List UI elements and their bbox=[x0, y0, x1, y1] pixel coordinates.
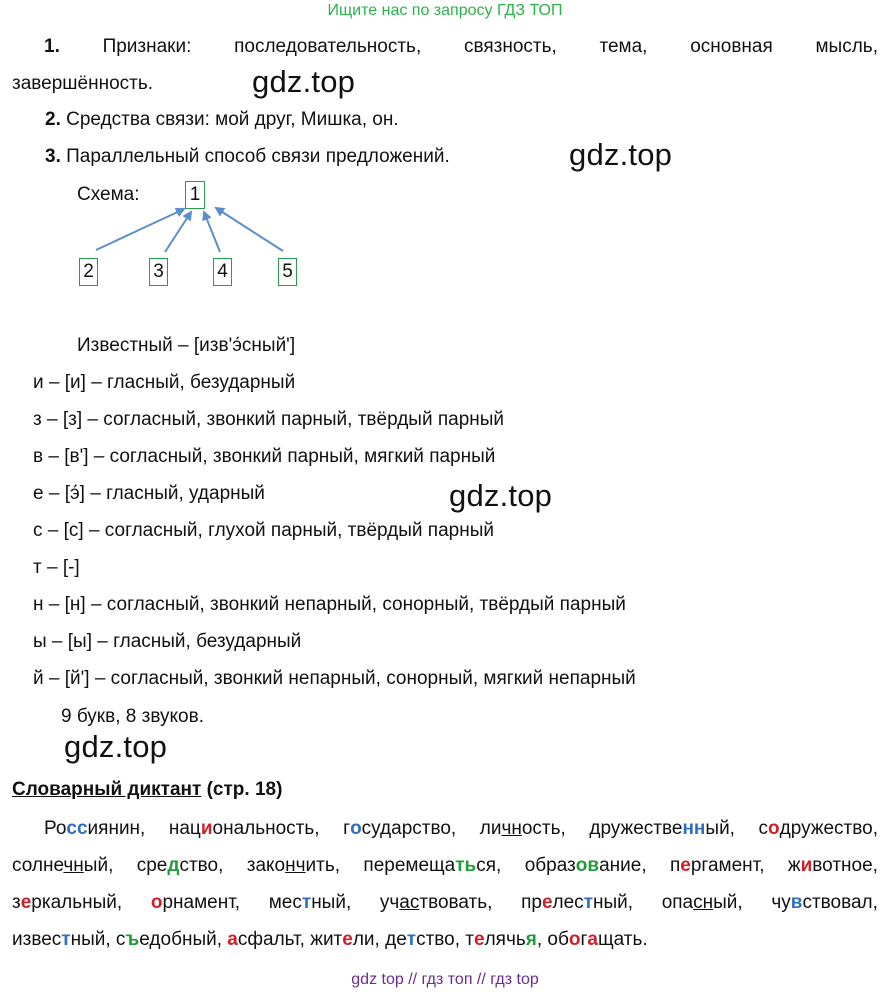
highlighted-letters: я bbox=[525, 929, 537, 950]
dictation-word: национальность, bbox=[168, 818, 320, 839]
dictation-word: пергамент, bbox=[669, 855, 765, 876]
highlighted-letters: чн bbox=[501, 818, 522, 839]
phonetic-row: е – [э́] – гласный, ударный bbox=[33, 483, 265, 504]
item-1-word: Признаки: bbox=[102, 36, 192, 57]
highlighted-letters: е bbox=[342, 929, 353, 950]
highlighted-letters: сс bbox=[66, 818, 88, 839]
highlighted-letters: ас bbox=[399, 892, 420, 913]
dictation-word: опасный, bbox=[661, 892, 743, 913]
scheme-label: Схема: bbox=[77, 184, 140, 205]
scheme-arrow bbox=[216, 208, 283, 251]
item-1-number: 1. bbox=[44, 36, 60, 57]
highlighted-letters: т bbox=[61, 929, 71, 950]
scheme-node: 3 bbox=[149, 258, 168, 286]
highlighted-letters: е bbox=[680, 855, 691, 876]
highlighted-letters: о bbox=[350, 818, 362, 839]
dictation-word: зеркальный, bbox=[12, 892, 123, 913]
scheme-node: 5 bbox=[278, 258, 297, 286]
highlighted-letters: т bbox=[406, 929, 417, 950]
dictation-heading bbox=[12, 779, 282, 801]
item-1-word: основная bbox=[690, 36, 773, 57]
highlighted-letters: е bbox=[541, 892, 553, 913]
highlighted-letters: д bbox=[167, 855, 180, 876]
highlighted-letters: е bbox=[20, 892, 32, 913]
highlighted-letters: ть bbox=[455, 855, 477, 876]
dictation-word: дружественный, bbox=[589, 818, 735, 839]
highlighted-letters: о bbox=[768, 818, 780, 839]
dictation-word: содружество, bbox=[758, 818, 878, 839]
dictation-word: животное, bbox=[787, 855, 878, 876]
dictation-word: Россиянин, bbox=[44, 818, 146, 839]
phonetic-row: и – [и] – гласный, безударный bbox=[33, 372, 296, 393]
scheme-node: 4 bbox=[213, 258, 232, 286]
phonetic-row: с – [с] – согласный, глухой парный, твёрдый парный bbox=[33, 520, 494, 541]
dictation-word: образование, bbox=[524, 855, 647, 876]
dictation-word: чувствовал, bbox=[771, 892, 878, 913]
highlighted-letters: а bbox=[587, 929, 598, 950]
watermark: gdz.top bbox=[64, 729, 168, 764]
highlighted-letters: о bbox=[568, 929, 581, 950]
scheme-node-1: 1 bbox=[185, 181, 205, 209]
phonetic-row: й – [й'] – согласный, звонкий непарный, сонорный, мягкий непарный bbox=[33, 668, 636, 689]
dictation-body bbox=[12, 810, 878, 958]
dictation-word: жители, bbox=[310, 929, 380, 950]
dictation-word: детство, bbox=[385, 929, 461, 950]
dictation-word: средство, bbox=[136, 855, 224, 876]
dictation-line bbox=[12, 847, 878, 884]
highlighted-letters: е bbox=[474, 929, 485, 950]
highlighted-letters: т bbox=[583, 892, 593, 913]
dictation-line bbox=[12, 921, 878, 958]
phonetic-row: т – [-] bbox=[33, 557, 80, 578]
dictation-page: (стр. 18) bbox=[201, 779, 283, 800]
dictation-title: Словарный диктант bbox=[12, 779, 202, 800]
scheme-node: 2 bbox=[79, 258, 98, 286]
highlighted-letters: в bbox=[790, 892, 803, 913]
phonetic-word: Известный – [изв'э́сный'] bbox=[77, 335, 296, 356]
watermark: gdz.top bbox=[569, 137, 673, 172]
phonetic-row: з – [з] – согласный, звонкий парный, твёрдый парный bbox=[33, 409, 505, 430]
scheme-arrows bbox=[0, 0, 890, 300]
watermark: gdz.top bbox=[449, 478, 553, 513]
item-1-word: связность, bbox=[463, 36, 557, 57]
scheme-arrow bbox=[165, 212, 191, 252]
item-1-word: мысль, bbox=[815, 36, 878, 57]
phonetic-row: ы – [ы] – гласный, безударный bbox=[33, 631, 302, 652]
highlighted-letters: и bbox=[200, 818, 213, 839]
watermark: gdz.top bbox=[252, 64, 356, 99]
footer-watermark: gdz top // гдз топ // гдз top bbox=[351, 971, 539, 988]
dictation-word: прелестный, bbox=[521, 892, 634, 913]
highlighted-letters: т bbox=[301, 892, 312, 913]
highlighted-letters: нч bbox=[285, 855, 306, 876]
dictation-word: орнамент, bbox=[150, 892, 241, 913]
scheme-arrow bbox=[204, 212, 220, 252]
dictation-word: участвовать, bbox=[379, 892, 493, 913]
dictation-word: государство, bbox=[343, 818, 457, 839]
highlighted-letters: ъ bbox=[125, 929, 140, 950]
item-3-number: 3. bbox=[45, 146, 61, 167]
highlighted-letters: сн bbox=[693, 892, 714, 913]
highlighted-letters: а bbox=[227, 929, 238, 950]
dictation-word: солнечный, bbox=[12, 855, 114, 876]
item-1-word: тема, bbox=[599, 36, 648, 57]
phonetic-summary: 9 букв, 8 звуков. bbox=[61, 706, 204, 727]
highlighted-letters: ов bbox=[575, 855, 600, 876]
item-3-text: Параллельный способ связи предложений. bbox=[66, 146, 450, 167]
dictation-word: известный, bbox=[12, 929, 111, 950]
highlighted-letters: о bbox=[150, 892, 163, 913]
dictation-word: телячья, bbox=[465, 929, 543, 950]
dictation-word: съедобный, bbox=[115, 929, 223, 950]
item-1-word: последовательность, bbox=[234, 36, 422, 57]
highlighted-letters: нн bbox=[682, 818, 706, 839]
highlighted-letters: и bbox=[800, 855, 813, 876]
dictation-line bbox=[12, 884, 878, 921]
dictation-word: местный, bbox=[268, 892, 352, 913]
dictation-word: личность, bbox=[479, 818, 566, 839]
phonetic-row: н – [н] – согласный, звонкий непарный, сонорный, твёрдый парный bbox=[33, 594, 626, 615]
dictation-word: обогащать. bbox=[547, 929, 648, 950]
phonetic-row: в – [в'] – согласный, звонкий парный, мягкий парный bbox=[33, 446, 496, 467]
dictation-line bbox=[12, 810, 878, 847]
item-2-number: 2. bbox=[45, 109, 61, 130]
item-2-text: Средства связи: мой друг, Мишка, он. bbox=[66, 109, 399, 130]
search-banner: Ищите нас по запросу ГДЗ ТОП bbox=[327, 2, 563, 19]
dictation-word: асфальт, bbox=[227, 929, 305, 950]
item-1-continuation: завершённость. bbox=[12, 73, 154, 94]
highlighted-letters: чн bbox=[63, 855, 84, 876]
dictation-word: закончить, bbox=[246, 855, 341, 876]
dictation-word: перемещаться, bbox=[363, 855, 502, 876]
